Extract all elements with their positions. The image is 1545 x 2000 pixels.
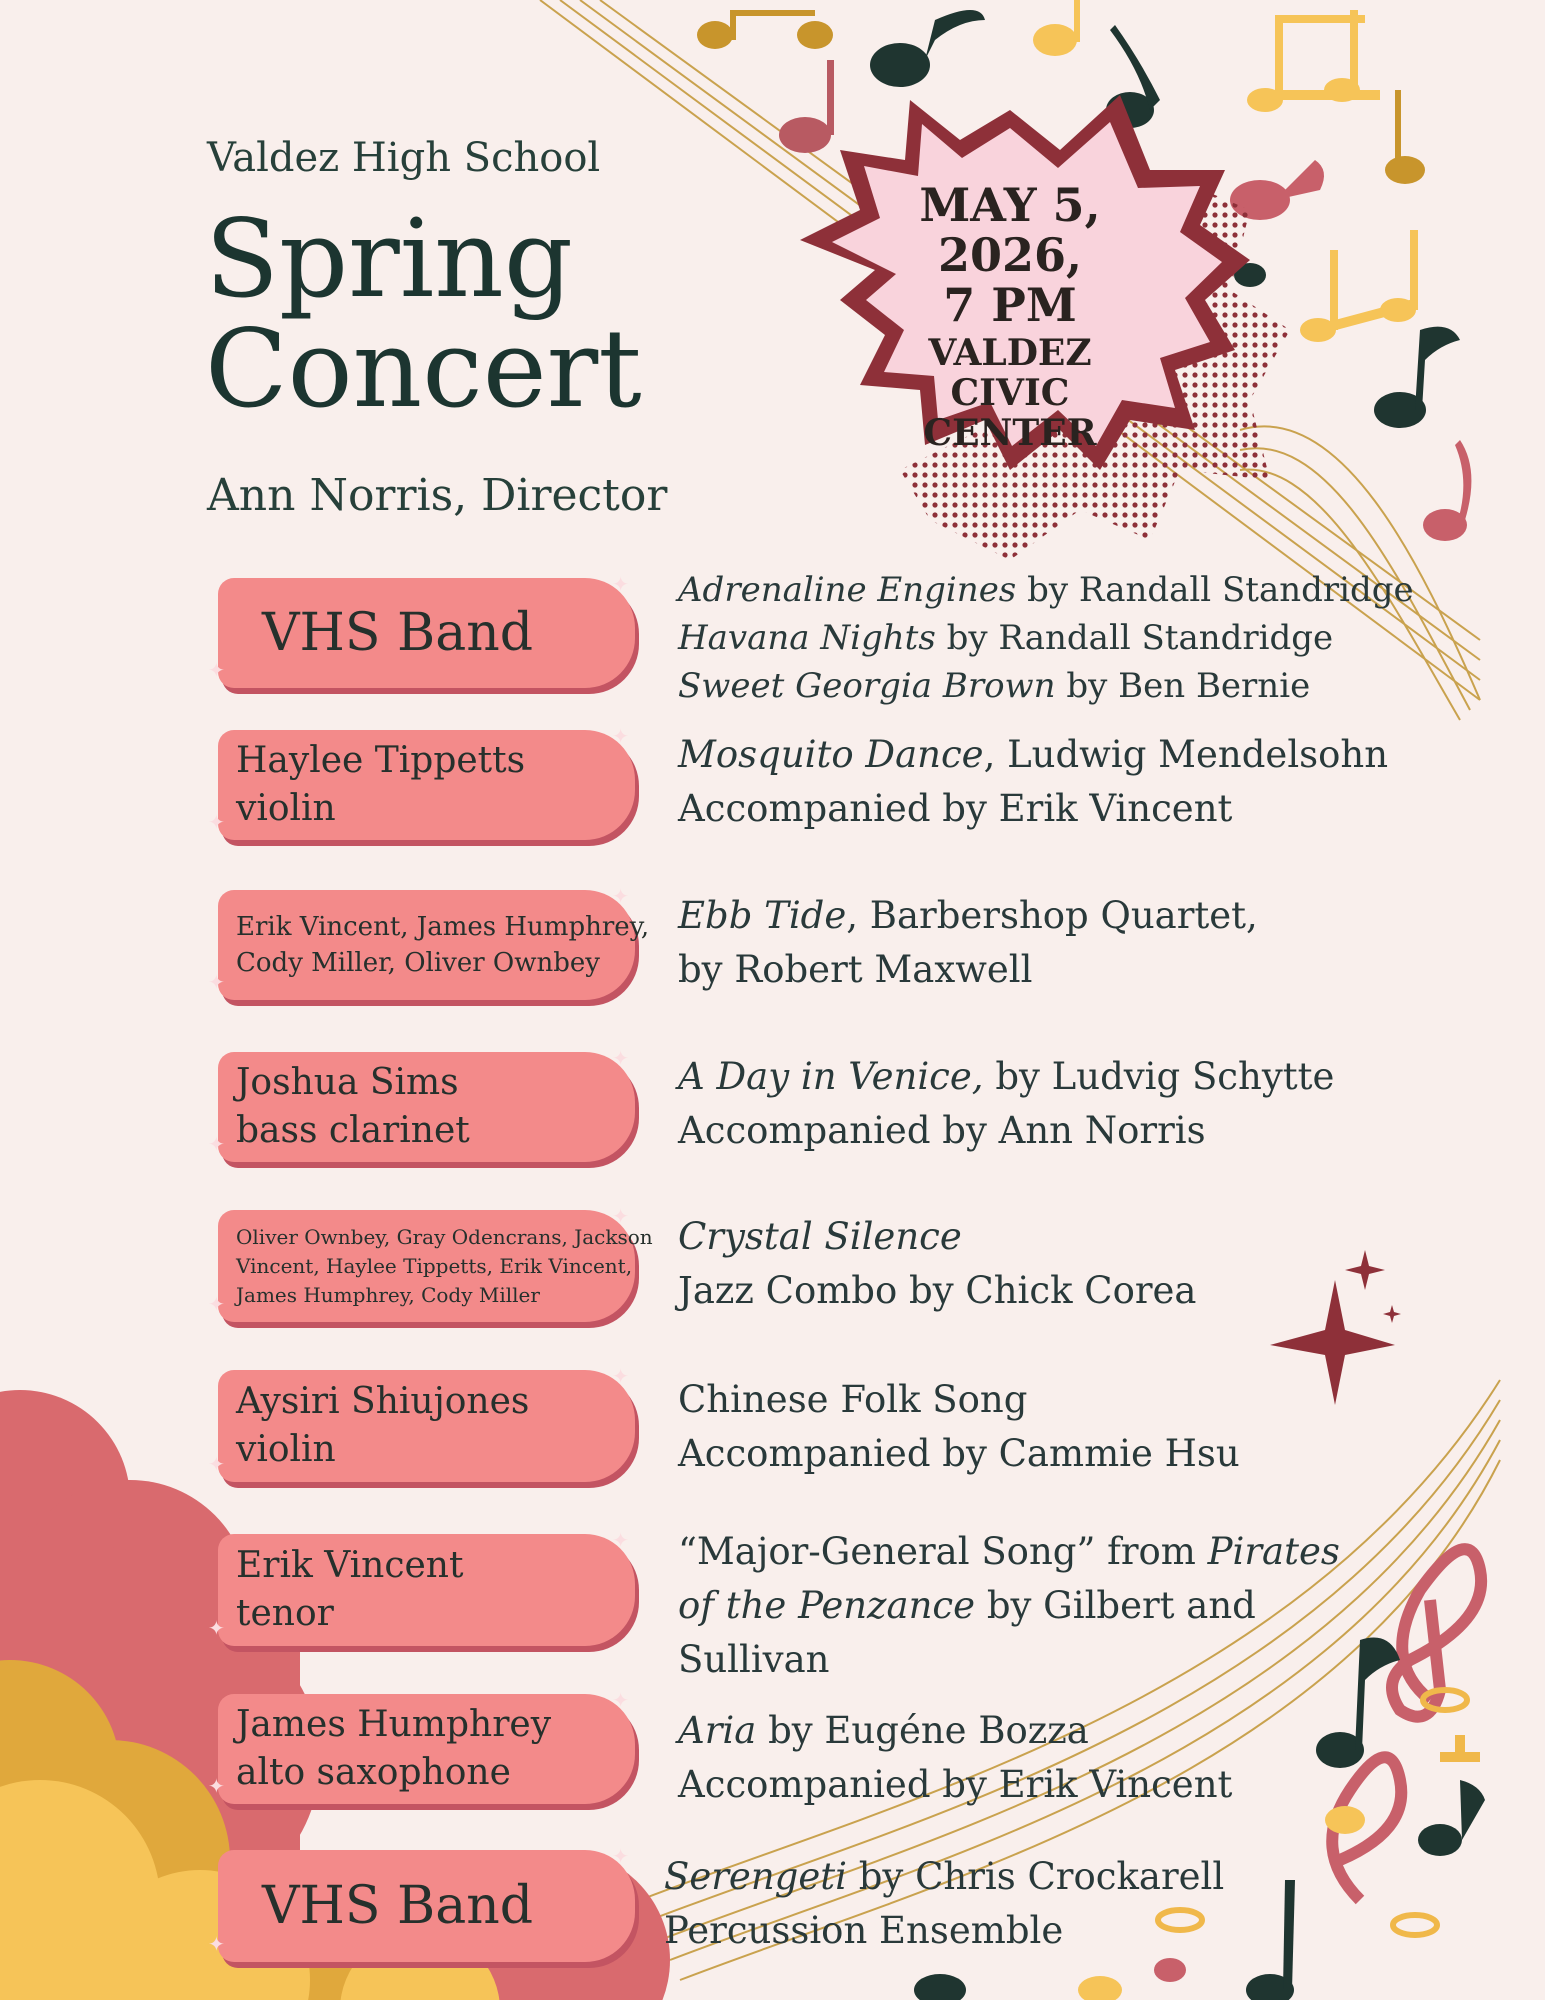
star-icon: ✦ xyxy=(612,572,629,596)
piece-title: Pirates xyxy=(1207,1530,1340,1573)
piece-block xyxy=(678,1704,1232,1812)
piece-title: Ebb Tide xyxy=(678,894,847,937)
piece-block xyxy=(678,1373,1240,1481)
piece-line xyxy=(678,1210,1197,1264)
piece-line xyxy=(678,1264,1197,1318)
school-name: Valdez High School xyxy=(207,135,601,181)
piece-title: “Major-General Song” from xyxy=(678,1530,1208,1573)
star-icon: ✦ xyxy=(208,810,225,834)
star-icon: ✦ xyxy=(612,1528,629,1552)
piece-line xyxy=(678,1050,1334,1104)
piece-credit: Jazz Combo by Chick Corea xyxy=(678,1269,1197,1312)
piece-block xyxy=(678,1525,1340,1687)
piece-line xyxy=(678,782,1388,836)
performer-instrument: tenor xyxy=(236,1593,334,1634)
piece-line xyxy=(678,614,1414,662)
piece-title: Chinese Folk Song xyxy=(678,1378,1028,1421)
performer-name: Vincent, Haylee Tippetts, Erik Vincent, xyxy=(236,1253,633,1278)
star-icon: ✦ xyxy=(612,1364,629,1388)
performer-name: Oliver Ownbey, Gray Odencrans, Jackson xyxy=(236,1224,653,1249)
piece-line xyxy=(664,1850,1224,1904)
performer-name: Erik Vincent, James Humphrey, xyxy=(236,912,650,942)
star-icon: ✦ xyxy=(612,884,629,908)
performer-tag xyxy=(208,884,650,1000)
performer-tag xyxy=(208,1688,635,1804)
piece-credit: by Randall Standridge xyxy=(935,618,1334,658)
date-line-1: MAY 5, xyxy=(919,178,1101,232)
piece-block xyxy=(678,1050,1334,1158)
venue-line-3: CENTER xyxy=(923,412,1097,454)
piece-title: Havana Nights xyxy=(678,618,936,658)
piece-line xyxy=(678,1525,1340,1579)
star-icon: ✦ xyxy=(208,1132,225,1156)
piece-title: Serengeti xyxy=(664,1855,847,1898)
piece-block xyxy=(678,889,1258,997)
piece-line xyxy=(678,889,1258,943)
performer-tag xyxy=(208,1844,635,1962)
title-line-1: Spring xyxy=(205,197,573,322)
piece-credit: by Randall Standridge xyxy=(1016,570,1414,610)
star-icon: ✦ xyxy=(612,1046,629,1070)
title-line-2: Concert xyxy=(205,307,642,432)
venue-line-2: CIVIC xyxy=(950,372,1070,414)
piece-title: A Day in Venice, xyxy=(678,1055,984,1098)
performer-tag xyxy=(208,1046,635,1162)
piece-credit: by Ben Bernie xyxy=(1055,666,1311,706)
piece-line xyxy=(678,728,1388,782)
piece-block xyxy=(678,1210,1197,1318)
piece-credit: by Eugéne Bozza xyxy=(756,1709,1089,1752)
piece-line xyxy=(678,1579,1340,1633)
star-icon: ✦ xyxy=(612,1204,629,1228)
performer-name: James Humphrey xyxy=(236,1704,552,1745)
star-icon: ✦ xyxy=(208,1452,225,1476)
piece-block xyxy=(664,1850,1224,1958)
performer-name: Aysiri Shiujones xyxy=(236,1381,530,1422)
star-icon: ✦ xyxy=(208,1616,225,1640)
piece-line xyxy=(678,566,1414,614)
piece-credit: , Barbershop Quartet, xyxy=(846,894,1258,937)
performer-instrument: violin xyxy=(236,788,336,829)
star-icon: ✦ xyxy=(612,1688,629,1712)
performer-instrument: bass clarinet xyxy=(236,1110,470,1151)
piece-credit: Percussion Ensemble xyxy=(664,1909,1064,1952)
piece-title: Aria xyxy=(678,1709,757,1752)
time-line: 7 PM xyxy=(943,278,1077,332)
page-title xyxy=(205,197,642,432)
piece-credit: Accompanied by Erik Vincent xyxy=(678,1763,1233,1806)
performer-name: VHS Band xyxy=(262,1876,534,1936)
performer-tag xyxy=(208,1528,635,1646)
piece-line xyxy=(678,1704,1232,1758)
piece-line xyxy=(678,1758,1232,1812)
star-icon: ✦ xyxy=(208,658,225,682)
piece-block xyxy=(678,728,1388,836)
piece-line xyxy=(678,1104,1334,1158)
performer-instrument: alto saxophone xyxy=(236,1752,511,1793)
piece-credit: by Robert Maxwell xyxy=(678,948,1033,991)
director-name: Ann Norris, Director xyxy=(207,470,668,521)
piece-line xyxy=(678,1633,1340,1687)
performer-tag xyxy=(208,1364,635,1482)
star-icon: ✦ xyxy=(612,1844,629,1868)
star-icon: ✦ xyxy=(612,724,629,748)
piece-line xyxy=(678,943,1258,997)
performer-name: James Humphrey, Cody Miller xyxy=(236,1282,540,1307)
performer-name: Cody Miller, Oliver Ownbey xyxy=(236,948,600,978)
star-icon: ✦ xyxy=(208,970,225,994)
performer-name: Haylee Tippetts xyxy=(236,740,526,781)
piece-title: Crystal Silence xyxy=(678,1215,962,1258)
piece-credit: by Ludvig Schytte xyxy=(983,1055,1335,1098)
piece-line xyxy=(678,662,1414,710)
star-icon: ✦ xyxy=(208,1774,225,1798)
piece-credit: Accompanied by Erik Vincent xyxy=(678,787,1233,830)
sparkle-icon xyxy=(1270,1250,1401,1405)
piece-credit: by Chris Crockarell xyxy=(846,1855,1225,1898)
performer-tag xyxy=(208,724,635,840)
piece-line xyxy=(664,1904,1224,1958)
performer-tag xyxy=(208,1204,653,1322)
piece-block xyxy=(678,566,1414,710)
piece-title: Adrenaline Engines xyxy=(678,570,1017,610)
piece-credit: Sullivan xyxy=(678,1638,830,1681)
venue-line-1: VALDEZ xyxy=(928,332,1092,374)
piece-line xyxy=(678,1427,1240,1481)
piece-credit: Accompanied by Cammie Hsu xyxy=(678,1432,1240,1475)
performer-name: Joshua Sims xyxy=(236,1062,459,1103)
piece-credit: Accompanied by Ann Norris xyxy=(678,1109,1206,1152)
piece-title: Mosquito Dance xyxy=(678,733,984,776)
star-icon: ✦ xyxy=(208,1292,225,1316)
date-line-2: 2026, xyxy=(937,228,1083,282)
star-icon: ✦ xyxy=(208,1932,225,1956)
performer-name: VHS Band xyxy=(262,603,534,663)
performer-instrument: violin xyxy=(236,1429,336,1470)
performer-tag xyxy=(208,572,635,688)
piece-line xyxy=(678,1373,1240,1427)
piece-title: Sweet Georgia Brown xyxy=(678,666,1056,706)
piece-credit: , Ludwig Mendelsohn xyxy=(983,733,1389,776)
piece-title: of the Penzance xyxy=(678,1584,976,1627)
performer-name: Erik Vincent xyxy=(236,1545,464,1586)
piece-credit: by Gilbert and xyxy=(975,1584,1256,1627)
